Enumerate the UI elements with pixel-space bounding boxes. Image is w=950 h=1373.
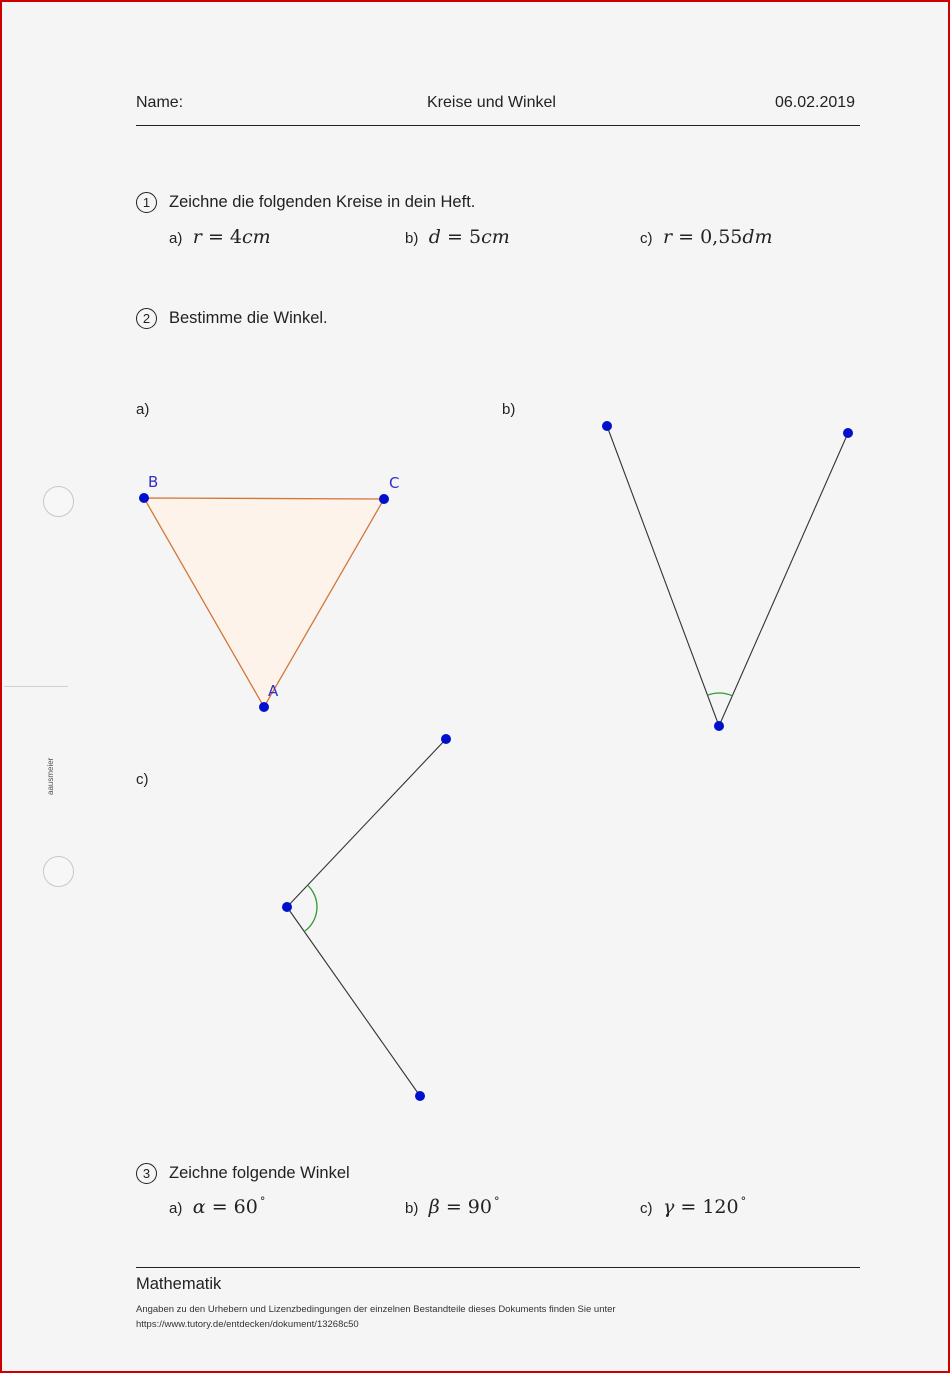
item-label: a) xyxy=(169,1200,183,1217)
point-end-right xyxy=(843,428,853,438)
task-1-text: Zeichne die folgenden Kreise in dein Heft. xyxy=(169,193,476,211)
footer-license-note: Angaben zu den Urhebern und Lizenzbedingungen der einzelnen Bestandteile dieses Dokuments finden Sie unter xyxy=(136,1304,616,1315)
worksheet-date: 06.02.2019 xyxy=(775,94,856,111)
math-expression: r = 0,55dm xyxy=(662,226,773,248)
point-end-left xyxy=(602,421,612,431)
item-label: c) xyxy=(640,230,653,247)
task-3-item-c xyxy=(640,1195,746,1218)
point-c xyxy=(379,494,389,504)
name-label: Name: xyxy=(136,94,184,111)
figure-b-angle xyxy=(602,421,853,731)
point-end-upper xyxy=(441,734,451,744)
item-label: a) xyxy=(169,230,183,247)
item-label: b) xyxy=(405,230,419,247)
point-a xyxy=(259,702,269,712)
angle-arc xyxy=(708,693,733,696)
figure-a-label: a) xyxy=(136,401,150,418)
footer-license-link: https://www.tutory.de/entdecken/dokument/13268c50 xyxy=(136,1319,359,1330)
figure-c-angle xyxy=(282,734,451,1101)
figure-b-label: b) xyxy=(502,401,516,418)
task-2-text: Bestimme die Winkel. xyxy=(169,309,328,327)
triangle-area xyxy=(144,498,384,707)
point-a-label: A xyxy=(268,682,279,700)
task-3-item-b xyxy=(405,1195,499,1218)
task-number-2: 2 xyxy=(136,308,157,329)
point-vertex xyxy=(714,721,724,731)
task-3-item-a xyxy=(169,1195,265,1218)
ray-left xyxy=(607,426,719,726)
ray-right xyxy=(719,433,848,726)
figure-a-triangle xyxy=(139,473,399,712)
angle-arc xyxy=(304,885,317,931)
math-expression: r = 4cm xyxy=(192,226,271,248)
point-b-label: B xyxy=(148,473,159,491)
point-vertex xyxy=(282,902,292,912)
point-b xyxy=(139,493,149,503)
ray-lower xyxy=(287,907,420,1096)
item-label: b) xyxy=(405,1200,419,1217)
task-number-1: 1 xyxy=(136,192,157,213)
worksheet-title: Kreise und Winkel xyxy=(427,94,556,111)
footer-rule xyxy=(136,1267,860,1268)
task-3-text: Zeichne folgende Winkel xyxy=(169,1164,350,1182)
ray-upper xyxy=(287,739,446,907)
math-expression: α = 60 ° xyxy=(192,1195,266,1218)
point-c-label: C xyxy=(389,474,400,492)
math-expression: γ = 120 ° xyxy=(662,1195,747,1218)
point-end-lower xyxy=(415,1091,425,1101)
footer-subject: Mathematik xyxy=(136,1275,222,1293)
math-expression: β = 90 ° xyxy=(428,1195,500,1218)
task-number-3: 3 xyxy=(136,1163,157,1184)
figure-c-label: c) xyxy=(136,771,149,788)
side-watermark: aausmeier xyxy=(46,757,55,795)
math-expression: d = 5cm xyxy=(428,226,510,248)
item-label: c) xyxy=(640,1200,653,1217)
